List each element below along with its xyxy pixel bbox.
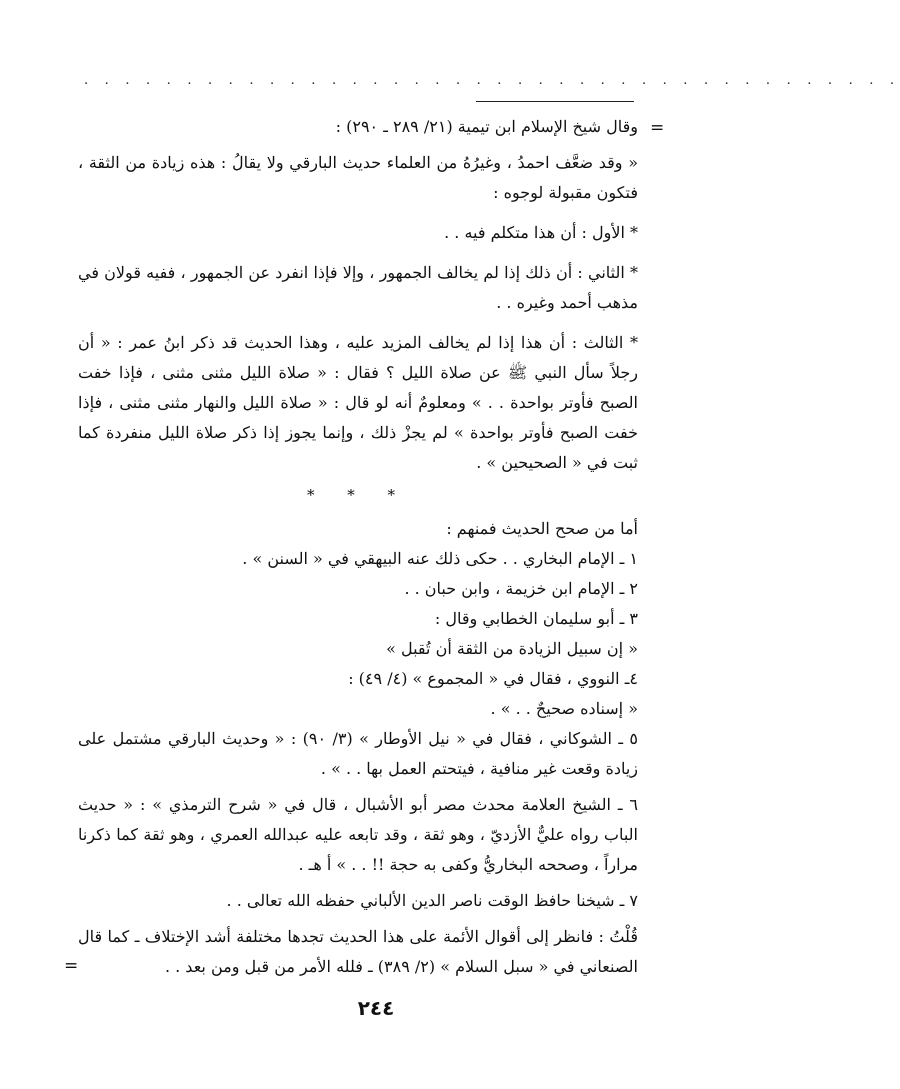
quote-khattabi: « إن سبيل الزيادة من الثقة أن تُقبل » (386, 639, 638, 658)
header-rule (476, 101, 634, 102)
list-item-albani: ٧ ـ شيخنا حافظ الوقت ناصر الدين الألباني حفظه الله تعالى . . (226, 891, 638, 910)
list-item-ibn-khuzaymah: ٢ ـ الإمام ابن خزيمة ، وابن حبان . . (404, 579, 638, 598)
list-item-nawawi: ٤ـ النووي ، فقال في « المجموع » (٤/ ٤٩) : (348, 669, 638, 688)
margin-mark-bottom: = (64, 956, 79, 976)
quote-nawawi: « إسناده صحيحٌ . . » . (490, 699, 638, 718)
paragraph-quote-start: « وقد ضعَّف احمدُ ، وغيرُهُ من العلماء حديث البارقي ولا يقالُ : هذه زيادة من الثقة ، فتكون مقبولة لوجوه : (78, 153, 638, 202)
list-item-abu-al-ashbal: ٦ ـ الشيخ العلامة محدث مصر أبو الأشبال ، قال في « شرح الترمذي » : « حديث الباب رواه عليٌّ الأزديّ ، وهو ثقة ، وقد تابعه عليه عبدالله العمري ، وهو ثقة كما ذكرنا مراراً ، وصححه البخاريُّ وكفى به حجة !! . . » أ هـ . (78, 795, 638, 874)
paragraph-conclusion: قُلْتُ : فانظر إلى أقوال الأئمة على هذا الحديث تجدها مختلفة أشد الإختلاف ـ كما قال الصنعاني في « سبل السلام » (٢/ ٣٨٩) ـ فلله الأمر من قبل ومن بعد . . (78, 927, 638, 976)
list-item-khattabi: ٣ ـ أبو سليمان الخطابي وقال : (434, 609, 638, 628)
list-item-bukhari: ١ ـ الإمام البخاري . . حكى ذلك عنه البيهقي في « السنن » . (242, 549, 638, 568)
header-dotted-line: . . . . . . . . . . . . . . . . . . . . . . . . . . . . . . . . . . . . . . . . (84, 73, 900, 88)
page-body (78, 112, 638, 992)
paragraph-ibn-taymiyyah-intro: وقال شيخ الإسلام ابن تيمية (٢١/ ٢٨٩ ـ ٢٩٠) : (335, 117, 638, 136)
section-separator-stars: * * * (306, 486, 410, 504)
paragraph-third-reason: * الثالث : أن هذا إذا لم يخالف المزيد عليه ، وهذا الحديث قد ذكر ابنُ عمر : « أن رجلاً سأل النبي ﷺ عن صلاة الليل ؟ فقال : « صلاة الليل مثنى مثنى ، فإذا خفت الصبح فأوتر بواحدة . . » ومعلومٌ أنه لو قال : « صلاة الليل والنهار مثنى مثنى ، فإذا خفت الصبح فأوتر بواحدة » لم يجزْ ذلك ، وإنما يجوز إذا ذكر صلاة الليل منفردة كما ثبت في « الصحيحين » . (78, 333, 638, 472)
paragraph-second-reason: * الثاني : أن ذلك إذا لم يخالف الجمهور ، وإلا فإذا انفرد عن الجمهور ، ففيه قولان في مذهب أحمد وغيره . . (78, 263, 639, 312)
paragraph-first-reason: * الأول : أن هذا متكلم فيه . . (444, 223, 638, 242)
page-number: ٢٤٤ (357, 996, 395, 1020)
list-item-shawkani: ٥ ـ الشوكاني ، فقال في « نيل الأوطار » (٣/ ٩٠) : « وحديث البارقي مشتمل على زيادة وقعت غير منافية ، فيتحتم العمل بها . . » . (78, 729, 638, 778)
margin-mark-top: = (650, 118, 665, 138)
paragraph-authenticators-intro: أما من صحح الحديث فمنهم : (446, 519, 638, 538)
